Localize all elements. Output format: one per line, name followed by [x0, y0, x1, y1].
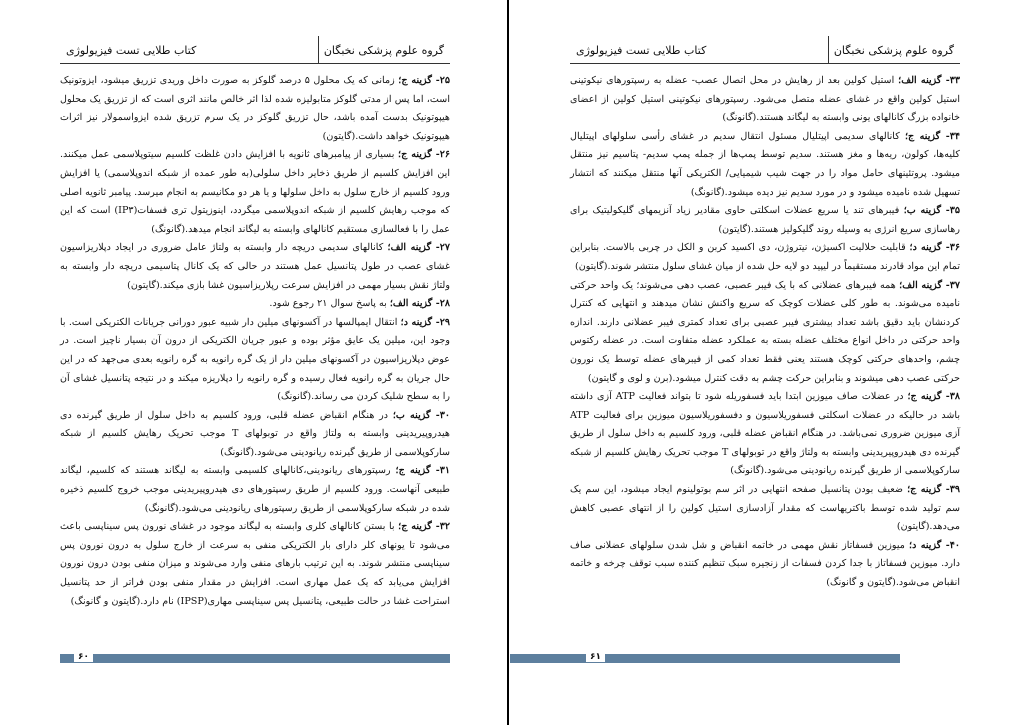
page-footer — [510, 652, 960, 664]
answer-number: ۳۱- گزینه ج؛ — [395, 465, 450, 477]
header-book-title: کتاب طلایی تست فیزیولوژی — [66, 44, 197, 57]
page-number: ۶۰ — [74, 652, 93, 662]
answer-text: فیبرهای تند یا سریع عضلات اسکلتی حاوی مقادیر زیاد آنزیمهای گلیکولیتیک برای رهاسازی سریع انرژی به وسیله روند گلیکولیز هستند.(گایتون) — [570, 205, 960, 235]
answer-text: بسیاری از پیامبرهای ثانویه با افزایش دادن غلظت کلسیم سیتوپلاسمی عمل میکنند. این افزایش کلسیم از طریق ذخایر داخل سلولی(به طور عمده از شبکه اندوپلاسمی) یا افزایش ورود کلسیم از خارج سلول به داخل سلولها و یا هر دو مکانیسم به انجام میرسد. پیامبر ثانویه اصلی که موجب رهایش کلسیم از شبکه اندوپلاسمی میگردد، اینوزیتول تری فسفات(IP۳) است که این عمل را با فعالسازی مستقیم کانالهای وابسته به لیگاند انجام میدهد.(گانونگ) — [60, 149, 450, 235]
answer-number: ۳۴- گزینه ج؛ — [904, 130, 960, 142]
left-page — [0, 0, 509, 725]
answer-text: کانالهای سدیمی دریچه دار وابسته به ولتاژ عامل ضروری در ایجاد دپلاریزاسیون غشای عصب در طول پتانسیل عمل هستند در حالی که یک کانال پتاسیمی دریچه دار وابسته به ولتاژ نقش بسیار مهمی در افزایش سرعت رپلاریزاسیون غشا بازی میکند.(گایتون) — [60, 242, 450, 291]
answer-text: همه فیبرهای عضلانی که با یک فیبر عصبی، عصب دهی می‌شوند؛ یک واحد حرکتی نامیده می‌شوند. به طور کلی عضلات کوچک که سریع واکنش نشان میدهند و انتهایی که کنترل کردنشان باید دقیق باشد تعداد بیشتری فیبر عصبی برای تعداد کمتری فیبر عضلانی دارند. اندازه واحد حرکتی در داخل انواع مختلف عضله بسته به عملکرد عضله متفاوت است. در عضله رکتوس چشم، واحدهای حرکتی کوچک هستند یعنی فقط تعداد کمی از فیبرهای عضله توسط یک نورون حرکتی عصب دهی میشوند و بنابراین حرکت چشم به دقت کنترل میشود.(برن و لوی و گایتون) — [570, 279, 960, 384]
answer-paragraph — [60, 407, 450, 463]
answer-paragraph — [570, 277, 960, 389]
answer-text: زمانی که یک محلول ۵ درصد گلوکز به صورت داخل وریدی تزریق میشود، ایزوتونیک است، اما پس از مدتی گلوکز متابولیزه شده لذا اثر خالص مانند اثری است که از تزریق یک محلول هیپوتونیک بدست آمده باشد، حال تزریق گلوکز در یک سرم تزریق شده ایزواسمولار نیز اثرات هیپوتونیک خواهد داشت.(گایتون) — [60, 75, 450, 142]
answer-text: رسپتورهای ریانودینی،کانالهای کلسیمی وابسته به لیگاند هستند که کلسیم، لیگاند طبیعی آنهاست. ورود کلسیم از طریق رسپتورهای دی هیدروپیریدینی موجب خروج کلسیم ذخیره شده در شبکه سارکوپلاسمی از طریق رسپتورهای ریانودینی می‌شود.(گانونگ) — [60, 465, 450, 514]
header-book-title: کتاب طلایی تست فیزیولوژی — [576, 44, 707, 57]
page-header — [570, 36, 960, 64]
page-header — [60, 36, 450, 64]
answer-number: ۳۷- گزینه الف؛ — [899, 279, 960, 291]
answer-number: ۲۵- گزینه ج؛ — [398, 75, 451, 86]
answer-number: ۳۶- گزینه د؛ — [909, 242, 960, 254]
answer-number: ۲۷- گزینه الف؛ — [387, 242, 450, 254]
answer-paragraph — [60, 518, 450, 611]
answer-text: استیل کولین بعد از رهایش در محل اتصال عصب- عضله به رسپتورهای نیکوتینی استیل کولین واقع در غشای عضله متصل می‌شود. رسپتورهای نیکوتینی استیل کولین از اعضای خانواده بزرگ کانالهای یونی وابسته به لیگاند هستند.(گانونگ) — [570, 75, 960, 124]
answer-number: ۴۰- گزینه د؛ — [909, 539, 960, 551]
answer-paragraph — [570, 128, 960, 202]
answer-paragraph — [570, 481, 960, 537]
answer-paragraph — [60, 314, 450, 407]
page-body — [60, 72, 450, 611]
answer-text: قابلیت حلالیت اکسیژن، نیتروژن، دی اکسید کربن و الکل در چربی بالاست. بنابراین تمام این مواد قادرند مستقیماً در لیپید دو لایه حل شده از میان غشای سلول منتشر شوند.(گایتون) — [570, 242, 960, 272]
answer-text: با بستن کانالهای کلری وابسته به لیگاند موجود در غشای نورون پس سیناپسی باعث می‌شود تا یونهای کلر دارای بار الکتریکی منفی به سرعت از خارج سلول به درون نورون پس سیناپسی منتشر شوند. به این ترتیب بارهای منفی وارد می‌شوند و میزان منفی بودن درون نورون افزایش می‌یابد که یک عمل مهاری است. افزایش در مقدار منفی بودن فراتر از حد پتانسیل استراحت غشا در حالت طبیعی، پتانسیل پس سیناپسی مهاری(IPSP) نام دارد.(گایتون و گانونگ) — [60, 521, 450, 607]
page-body — [570, 72, 960, 593]
answer-paragraph — [570, 388, 960, 481]
answer-paragraph — [570, 537, 960, 593]
answer-text: میوزین فسفاتاز نقش مهمی در خاتمه انقباض و شل شدن سلولهای عضلانی صاف دارد. میوزین فسفاتاز با جدا کردن فسفات از زنجیره سبک تنظیم کننده سبب توقف چرخه و خاتمه انقباض می‌شود.(گایتون و گانونگ) — [570, 539, 960, 589]
page-number: ۶۱ — [586, 652, 605, 662]
footer-bar — [510, 654, 900, 663]
answer-number: ۲۸- گزینه الف؛ — [389, 298, 450, 310]
answer-number: ۲۶- گزینه ج؛ — [398, 149, 450, 161]
answer-number: ۲۹- گزینه د؛ — [400, 316, 450, 328]
answer-text: ضعیف بودن پتانسیل صفحه انتهایی در اثر سم بوتولینوم ایجاد میشود، این سم یک سم تولید شده توسط باکتریهاست که مقدار آزادسازی استیل کولین را از انتهای عصبی کاهش می‌دهد.(گایتون) — [570, 484, 960, 533]
header-divider — [828, 36, 829, 63]
header-divider — [318, 36, 319, 63]
answer-text: در عضلات صاف میوزین ابتدا باید فسفوریله شود تا بتواند فعالیت ATP آزی داشته باشد در حالیکه در عضلات اسکلتی فسفوریلاسیون و دفسفوریلاسیون میوزین برای فعالیت ATP آزی میوزین ضروری نمی‌باشد. در هنگام انقباض عضله قلبی، ورود کلسیم به داخل سلول از طریق گیرنده دی هیدروپیریدینی وابسته به ولتاژ واقع در توبولهای T موجب تحریک رهایش کلسیم از شبکه سارکوپلاسمی از طریق گیرنده ریانودینی می‌شود.(گانونگ) — [570, 391, 960, 477]
answer-text: انتقال ایمپالسها در آکسونهای میلین دار شبیه عبور دورانی جریانات الکتریکی است. با وجود این، میلین یک عایق مؤثر بوده و عبور جریان الکتریکی از درون آن بسیار ناچیز است. در عوض دپلاریزاسیون در آکسونهای میلین دار از یک گره رانویه به گره رانویه بعدی می‌جهد که در این حال جریان به گره رانویه فعال رسیده و گره رانویه را دپلاریزه میکند و در نتیجه پتانسیل غشای آن را به سطح شلیک کردن می رساند.(گانونگ) — [60, 316, 450, 403]
answer-number: ۳۸- گزینه ج؛ — [907, 391, 960, 403]
footer-bar — [60, 654, 450, 663]
answer-paragraph — [570, 239, 960, 276]
answer-paragraph — [570, 72, 960, 128]
page-footer — [60, 652, 450, 664]
header-group-title: گروه علوم پزشکی نخبگان — [833, 44, 954, 57]
answer-number: ۳۹- گزینه ج؛ — [907, 484, 960, 496]
answer-paragraph — [60, 72, 450, 146]
answer-paragraph — [60, 462, 450, 518]
right-page — [510, 0, 1019, 725]
answer-text: در هنگام انقباض عضله قلبی، ورود کلسیم به داخل سلول از طریق گیرنده دی هیدروپیریدینی وابسته به ولتاژ واقع در توبولهای T موجب تحریک رهایش کلسیم از شبکه سارکوپلاسمی از طریق گیرنده ریانودینی می‌شود.(گانونگ) — [60, 409, 450, 458]
answer-number: ۳۲- گزینه ج؛ — [398, 521, 450, 533]
answer-paragraph — [60, 146, 450, 239]
answer-paragraph — [60, 295, 450, 314]
answer-text: به پاسخ سوال ۲۱ رجوع شود. — [269, 298, 390, 310]
answer-text: کانالهای سدیمی اپیتلیال مسئول انتقال سدیم در غشای رأسی سلولهای اپیتلیال کلیه‌ها، کولون، ریه‌ها و مغز هستند. سدیم توسط پمپ‌ها از جمله پمپ سدیم- پتاسیم نیز منتقل میشود. پروتئینهای حامل مواد را در جهت شیب شیمیایی/ الکتریکی آنها منتقل میکنند که انتشار تسهیل شده نامیده میشود و در مورد سدیم نیز دیده میشود.(گانونگ) — [570, 130, 960, 198]
answer-number: ۳۳- گزینه الف؛ — [898, 75, 960, 86]
answer-number: ۳۵- گزینه ب؛ — [903, 205, 961, 217]
answer-paragraph — [60, 239, 450, 295]
answer-paragraph — [570, 202, 960, 239]
header-group-title: گروه علوم پزشکی نخبگان — [323, 44, 444, 57]
answer-number: ۳۰- گزینه ب؛ — [392, 409, 450, 421]
